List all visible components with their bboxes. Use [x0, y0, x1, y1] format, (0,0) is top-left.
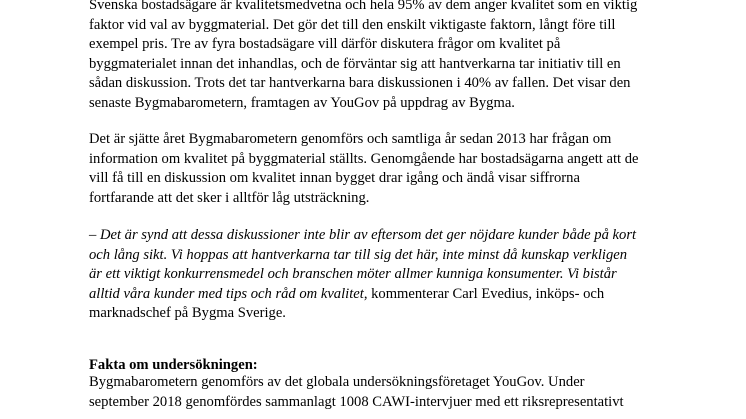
intro-paragraph: [89, 0, 669, 113]
intro-line-2: faktor vid val av byggmaterial. Det gör det till den enskilt viktigaste faktorn, långt före till: [89, 16, 616, 33]
intro-line-4: byggmaterialet innan det inhandlas, och de förväntar sig att hantverkarna tar initiativ till en: [89, 55, 621, 72]
quote-line-5: marknadschef på Bygma Sverige.: [89, 305, 286, 321]
quote-line-4-italic: alltid våra kunder med tips och råd om kvalitet: [89, 285, 364, 302]
quote-line-3: är ett viktigt konkurrensmedel och branschen möter allmer kunniga konsumenter. Vi bistår: [89, 266, 617, 282]
facts-line-1: Bygmabarometern genomförs av det globala undersökningsföretaget YouGov. Under: [89, 374, 585, 390]
background-line-3: vill få till en diskussion om kvalitet innan bygget drar igång och ändå visar siffrorna: [89, 170, 580, 186]
facts-paragraph: [89, 373, 669, 412]
intro-line-6: senaste Bygmabarometern, framtagen av YouGov på uppdrag av Bygma.: [89, 94, 515, 111]
quote-line-1: – Det är synd att dessa diskussioner inte blir av eftersom det ger nöjdare kunder både på kort: [89, 227, 637, 243]
background-paragraph: [89, 130, 669, 208]
quote-attribution: , kommenterar Carl Evedius, inköps- och: [363, 285, 605, 302]
background-line-1: Det är sjätte året Bygmabarometern genomförs och samtliga år sedan 2013 har frågan om: [89, 131, 612, 147]
background-line-2: information om kvalitet på byggmaterial ställts. Genomgående har bostadsägarna angett att de: [89, 150, 639, 167]
intro-line-3: exempel pris. Tre av fyra bostadsägare vill därför diskutera frågor om kvalitet på: [89, 36, 561, 52]
intro-line-5: sådan diskussion. Trots det tar hantverkarna bara diskussionen i 40% av fallen. Det visar den: [89, 75, 631, 91]
facts-heading: Fakta om undersökningen:: [89, 357, 258, 373]
facts-line-2: september 2018 genomfördes sammanlagt 1008 CAWI-intervjuer med ett riksrepresentativt: [89, 393, 624, 410]
background-line-4: fortfarande att det sker i alltför låg utsträckning.: [89, 189, 370, 206]
quote-line-2: och lång sikt. Vi hoppas att hantverkarna tar till sig det här, inte minst då kunskap verkligen: [89, 246, 628, 263]
intro-line-1: Svenska bostadsägare är kvalitetsmedvetna och hela 95% av dem anger kvalitet som en viktig: [89, 0, 638, 13]
quote-line-4: [89, 285, 669, 305]
quote-paragraph: [89, 226, 669, 324]
